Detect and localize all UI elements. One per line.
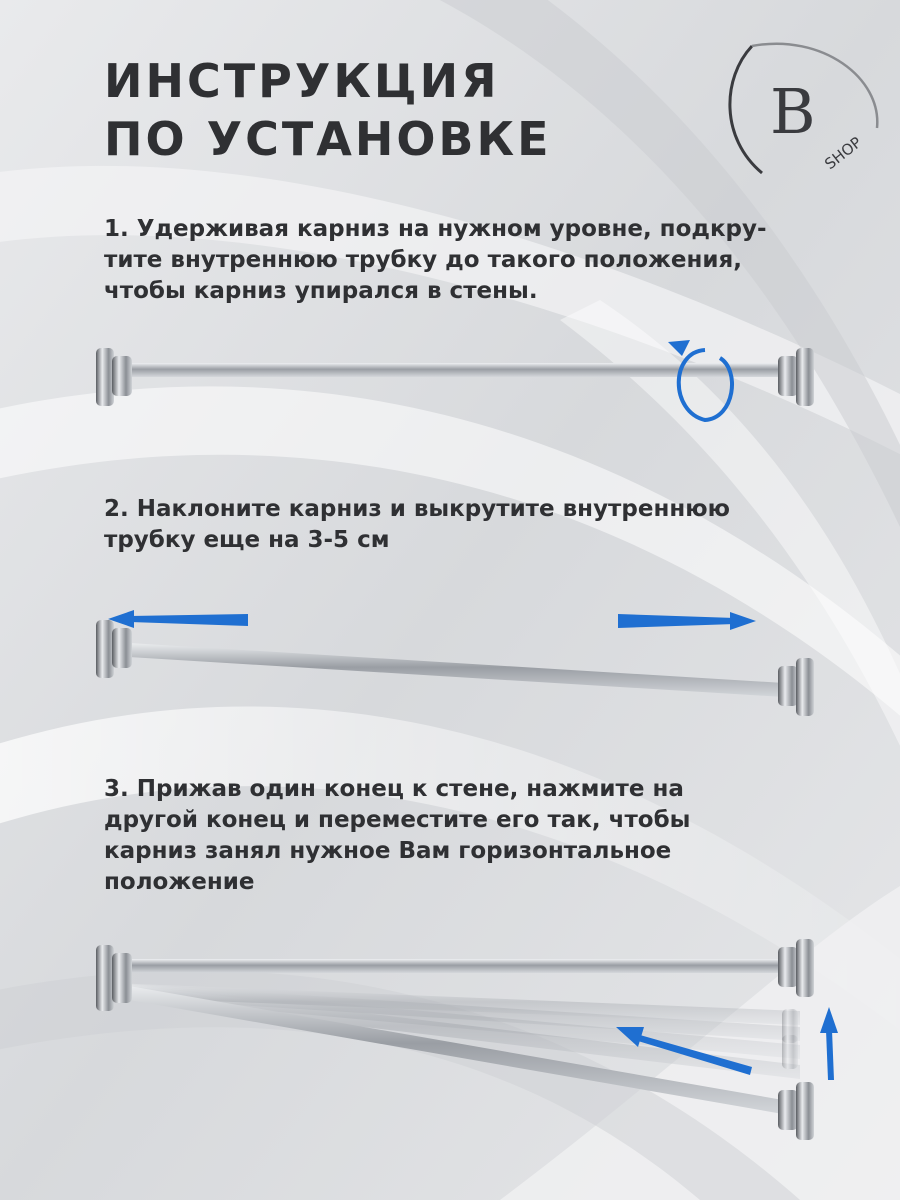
step-1-line-1: 1. Удерживая карниз на нужном уровне, подкру-: [104, 216, 767, 242]
step-3-line-4: положение: [104, 869, 255, 895]
curtain-rod-horizontal: [96, 348, 814, 406]
rotate-arrow-icon: [668, 340, 732, 420]
step-3-line-2: другой конец и переместите его так, чтобы: [104, 807, 691, 833]
step-2-line-2: трубку еще на 3-5 см: [104, 527, 390, 553]
step-1-line-2: тите внутреннюю трубку до такого положения,: [104, 247, 742, 273]
arrow-left-icon: [108, 610, 248, 628]
step-1-text: [104, 214, 767, 307]
step-1-line-3: чтобы карниз упирался в стены.: [104, 278, 538, 304]
step-1-illustration: [0, 330, 900, 440]
step-2-line-1: 2. Наклоните карниз и выкрутите внутреннюю: [104, 496, 730, 522]
arrow-up-icon: [820, 1007, 838, 1080]
step-3-line-3: карниз занял нужное Вам горизонтальное: [104, 838, 672, 864]
step-3-line-1: 3. Прижав один конец к стене, нажмите на: [104, 776, 684, 802]
page-title: [104, 52, 552, 168]
title-line-2: ПО УСТАНОВКЕ: [104, 112, 552, 166]
brand-logo: [712, 38, 882, 188]
title-line-1: ИНСТРУКЦИЯ: [104, 54, 500, 108]
logo-letter: B: [770, 75, 816, 148]
step-3-illustration: [0, 935, 900, 1140]
arrow-right-icon: [618, 612, 756, 630]
step-2-text: [104, 494, 730, 556]
curtain-rod-motion-sequence: [96, 939, 814, 1140]
curtain-rod-tilted: [96, 620, 814, 716]
step-3-text: [104, 774, 690, 898]
logo-subtext: SHOP: [821, 133, 866, 174]
step-2-illustration: [0, 600, 900, 720]
